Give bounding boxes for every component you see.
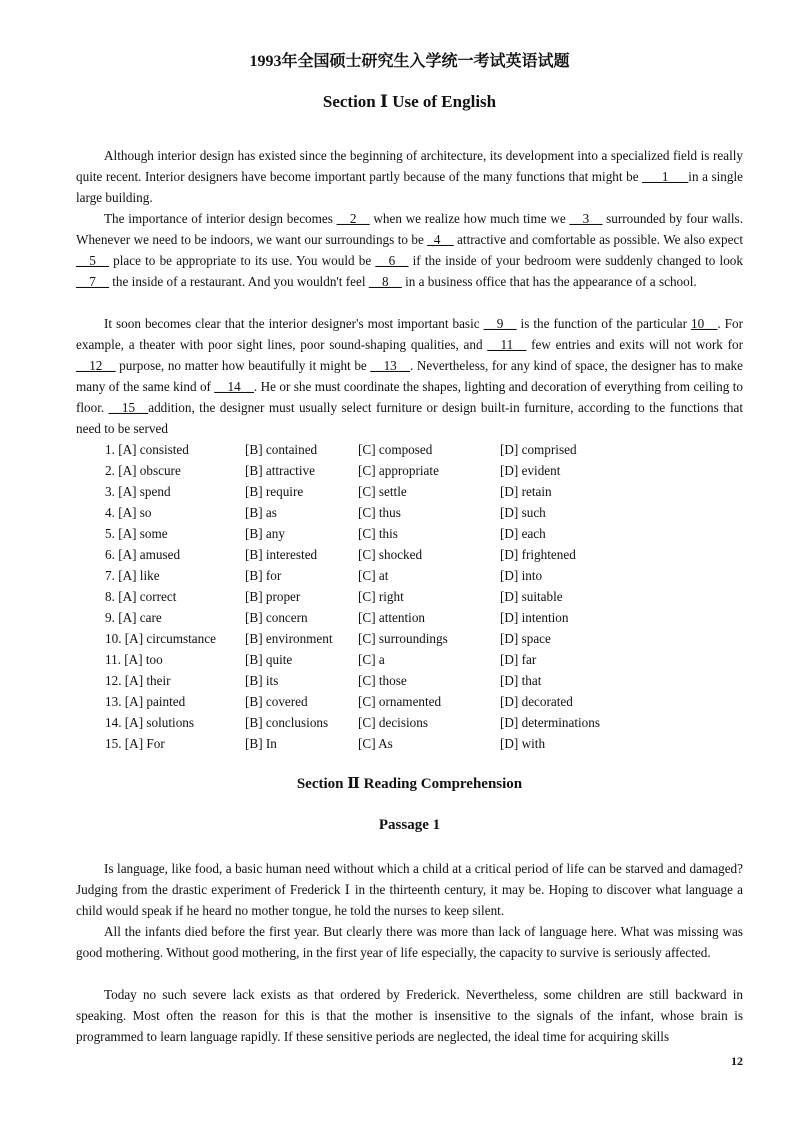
option-choice: [C] right	[358, 589, 404, 604]
option-choice: [C] As	[358, 736, 393, 751]
option-row	[105, 607, 745, 628]
option-choice: [B] require	[245, 484, 304, 499]
page-number: 12	[731, 1054, 743, 1068]
option-choice: [C] decisions	[358, 715, 428, 730]
option-row	[105, 502, 745, 523]
option-choice: [C] ornamented	[358, 694, 442, 709]
option-choice: [B] conclusions	[245, 715, 329, 730]
option-choice: [C] appropriate	[358, 463, 439, 478]
option-choice: [C] a	[358, 652, 385, 667]
option-choice: 8. [A] correct	[105, 589, 177, 604]
option-choice: [C] attention	[358, 610, 426, 625]
option-row	[105, 691, 745, 712]
passage-1-heading: Passage 1	[378, 817, 441, 833]
option-row	[105, 628, 745, 649]
option-choice: [B] concern	[245, 610, 308, 625]
option-choice: [D] that	[500, 673, 542, 688]
option-choice: [D] intention	[500, 610, 569, 625]
answer-options-list	[105, 439, 745, 754]
option-choice: [D] with	[500, 736, 546, 751]
option-choice: [D] such	[500, 505, 546, 520]
blank-11: __11__	[487, 337, 527, 352]
option-choice: [B] In	[245, 736, 277, 751]
option-choice: 3. [A] spend	[105, 484, 171, 499]
passage-paragraph-1: Is language, like food, a basic human need without which a child at a critical period of life can be starved and damaged? Judging from the drastic experiment of Frederick Ⅰ in the thirteenth century, it may be. Hoping to discover what language a child would speak if he heard no mother tongue, he told the nurses to keep silent.	[76, 861, 743, 918]
option-choice: [D] suitable	[500, 589, 563, 604]
option-choice: [C] composed	[358, 442, 433, 457]
option-choice: [B] quite	[245, 652, 293, 667]
cloze-paragraph-2: The importance of interior design becomes __2__ when we realize how much time we __3__ surrounded by four walls. Whenever we need to be indoors, we want our surroundings to be _4__ attractive and comfortable as possible. We also expect __5__ place to be appropriate to its use. You would be __6__ if the inside of your bedroom were suddenly changed to look __7__ the inside of a restaurant. And you wouldn't feel __8__ in a business office that has the appearance of a school.	[76, 211, 743, 289]
option-choice: [C] surroundings	[358, 631, 448, 646]
blank-7: __7__	[76, 274, 109, 289]
option-row	[105, 544, 745, 565]
option-choice: [D] comprised	[500, 442, 577, 457]
blank-14: __14__	[214, 379, 254, 394]
option-choice: [B] proper	[245, 589, 301, 604]
option-row	[105, 670, 745, 691]
option-choice: 6. [A] amused	[105, 547, 181, 562]
option-choice: 13. [A] painted	[105, 694, 186, 709]
option-choice: 10. [A] circumstance	[105, 631, 216, 646]
option-choice: [C] this	[358, 526, 398, 541]
option-choice: 7. [A] like	[105, 568, 160, 583]
blank-2: __2__	[336, 211, 370, 226]
option-choice: [D] retain	[500, 484, 552, 499]
blank-3: __3__	[569, 211, 603, 226]
blank-9: __9__	[483, 316, 517, 331]
option-choice: [C] settle	[358, 484, 407, 499]
option-choice: 11. [A] too	[105, 652, 163, 667]
cloze-paragraph-3: It soon becomes clear that the interior designer's most important basic __9__ is the function of the particular 10__. For example, a theater with poor sight lines, poor sound-shaping qualities, and __11__ few entries and exits will not work for __12__ purpose, no matter how beautifully it might be __13__. Nevertheless, for any kind of space, the designer has to make many of the same kind of __14__. He or she must coordinate the shapes, lighting and decoration of everything from ceiling to floor. __15__addition, the designer must usually select furniture or design built-in furniture, according to the functions that need to be served	[76, 316, 744, 436]
blank-6: __6__	[375, 253, 409, 268]
passage-paragraph-3: Today no such severe lack exists as that ordered by Frederick. Nevertheless, some children are still backward in speaking. Most often the reason for this is that the mother is insensitive to the signals of the infant, whose brain is programmed to learn language rapidly. If these sensitive periods are neglected, the ideal time for acquiring skills	[76, 987, 743, 1044]
option-choice: [C] at	[358, 568, 389, 583]
option-choice: [B] any	[245, 526, 285, 541]
option-row	[105, 460, 745, 481]
blank-10: 10__	[691, 316, 718, 331]
option-choice: [B] interested	[245, 547, 318, 562]
section-2-heading: Section Ⅱ Reading Comprehension	[296, 776, 523, 792]
blank-1: ___1___	[642, 169, 689, 184]
option-choice: [D] decorated	[500, 694, 573, 709]
option-choice: [D] into	[500, 568, 543, 583]
option-row	[105, 481, 745, 502]
option-choice: 12. [A] their	[105, 673, 171, 688]
option-choice: [C] shocked	[358, 547, 423, 562]
option-row	[105, 586, 745, 607]
option-choice: [B] environment	[245, 631, 333, 646]
section-1-heading: Section Ⅰ Use of English	[322, 92, 497, 111]
option-row	[105, 733, 745, 754]
blank-13: __13__	[370, 358, 410, 373]
option-choice: [B] covered	[245, 694, 308, 709]
option-row	[105, 439, 745, 460]
option-choice: [B] for	[245, 568, 282, 583]
option-choice: 14. [A] solutions	[105, 715, 195, 730]
option-choice: 9. [A] care	[105, 610, 162, 625]
option-choice: 2. [A] obscure	[105, 463, 181, 478]
option-choice: [B] as	[245, 505, 277, 520]
option-row	[105, 565, 745, 586]
blank-12: __12__	[76, 358, 116, 373]
document-title: 1993年全国硕士研究生入学统一考试英语试题	[249, 53, 570, 70]
option-choice: [D] determinations	[500, 715, 600, 730]
option-choice: [D] frightened	[500, 547, 576, 562]
option-choice: [B] contained	[245, 442, 318, 457]
blank-8: __8__	[368, 274, 402, 289]
option-choice: 4. [A] so	[105, 505, 152, 520]
option-choice: [B] attractive	[245, 463, 315, 478]
option-choice: [B] its	[245, 673, 279, 688]
option-row	[105, 649, 745, 670]
option-row	[105, 523, 745, 544]
option-choice: [C] those	[358, 673, 407, 688]
blank-4: _4__	[427, 232, 454, 247]
option-choice: [D] space	[500, 631, 551, 646]
option-choice: 5. [A] some	[105, 526, 168, 541]
option-row	[105, 712, 745, 733]
option-choice: [D] far	[500, 652, 537, 667]
blank-15: __15__	[108, 400, 149, 415]
option-choice: [C] thus	[358, 505, 401, 520]
passage-paragraph-2: All the infants died before the first year. But clearly there was more than lack of language here. What was missing was good mothering. Without good mothering, in the first year of life especially, the capacity to survive is seriously affected.	[76, 924, 743, 960]
option-choice: [D] each	[500, 526, 546, 541]
blank-5: __5__	[76, 253, 109, 268]
option-choice: 1. [A] consisted	[105, 442, 189, 457]
option-choice: 15. [A] For	[105, 736, 165, 751]
option-choice: [D] evident	[500, 463, 561, 478]
cloze-paragraph-1: Although interior design has existed since the beginning of architecture, its development into a specialized field is really quite recent. Interior designers have become important partly because of the many functions that might be ___1___in a single large building.	[76, 148, 743, 205]
